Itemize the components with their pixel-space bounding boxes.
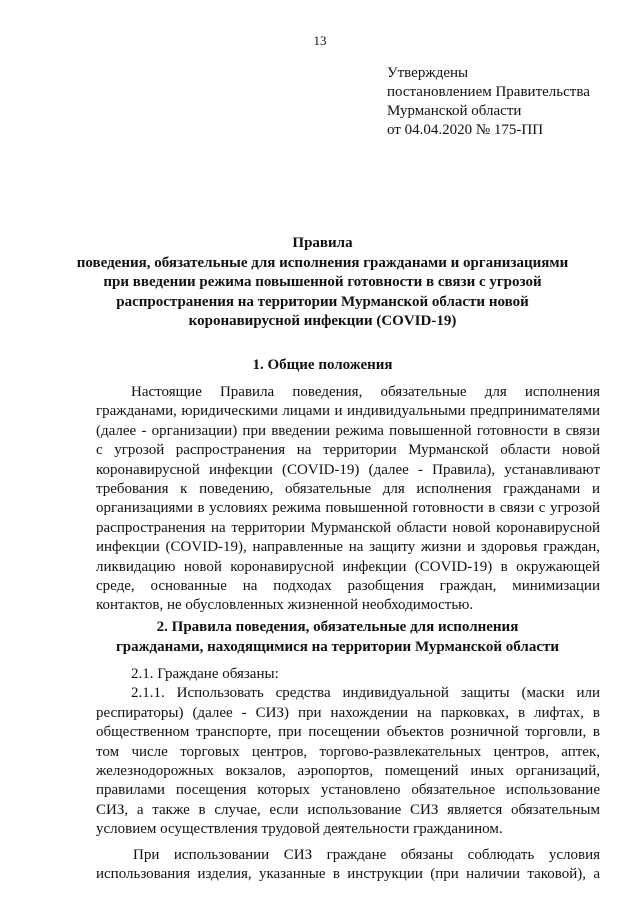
paragraph-line: СИЗ, а также в случае, если использование СИЗ является обязательным: [96, 801, 600, 818]
item-2-1: 2.1. Граждане обязаны:: [131, 666, 279, 682]
approval-line: Утверждены: [387, 65, 469, 81]
document-title: [60, 234, 585, 332]
paragraph-line: железнодорожных вокзалов, аэропортов, помещений иных организаций,: [96, 763, 600, 780]
title-line: Правила: [292, 235, 353, 251]
paragraph-line: использования изделия, указанные в инструкции (при наличии таковой), а: [96, 866, 600, 883]
paragraph-line: (далее - организации) при введении режима повышенной готовности в связи: [96, 422, 600, 439]
title-line: при введении режима повышенной готовности в связи с угрозой: [103, 274, 542, 290]
paragraph-line: среде, основанные на подходах разобщения граждан, минимизации: [96, 578, 600, 595]
section-2-heading: [75, 618, 600, 657]
paragraph-line: При использовании СИЗ граждане обязаны соблюдать условия: [133, 846, 600, 863]
section-1-paragraph: [96, 383, 600, 616]
section-1-heading: [60, 356, 585, 376]
paragraph-line: условием осуществления трудовой деятельности гражданином.: [96, 821, 503, 838]
paragraph-line: Настоящие Правила поведения, обязательные для исполнения: [131, 384, 600, 400]
heading-line: 2. Правила поведения, обязательные для исполнения: [156, 619, 519, 635]
section-2-body: [96, 665, 600, 884]
paragraph-line: ликвидацию новой коронавирусной инфекции (COVID-19) в окружающей: [96, 558, 600, 575]
paragraph-line: организациями в условиях режима повышенной готовности в связи с угрозой: [96, 500, 600, 517]
paragraph-line: гражданами, юридическими лицами и индивидуальными предпринимателями: [96, 403, 600, 420]
paragraph-line: контактов, не обусловленных жизненной необходимостью.: [96, 597, 474, 614]
section-1-heading-text: 1. Общие положения: [252, 357, 393, 373]
page-number: 13: [313, 33, 327, 48]
title-line: коронавирусной инфекции (COVID-19): [188, 313, 457, 329]
paragraph-line: том числе торговых центров, торгово-развлекательных центров, аптек,: [96, 743, 600, 760]
paragraph-line: общественном транспорте, при посещении объектов розничной торговли, в: [96, 724, 600, 741]
paragraph-line: коронавирусной инфекции (COVID-19) (далее - Правила), устанавливают: [96, 461, 600, 478]
heading-line: гражданами, находящимися на территории Мурманской области: [116, 638, 559, 655]
paragraph-line: требования к поведению, обязательные для исполнения гражданами и: [96, 481, 600, 498]
approval-line: Мурманской области: [387, 103, 522, 119]
paragraph-line: с угрозой распространения на территории Мурманской области новой: [96, 442, 600, 459]
approval-stamp: [387, 64, 590, 140]
paragraph-line: респираторы) (далее - СИЗ) при нахождении на парковках, в лифтах, в: [96, 704, 600, 721]
title-line: поведения, обязательные для исполнения гражданами и организациями: [76, 254, 569, 271]
title-line: распространения на территории Мурманской области новой: [116, 293, 529, 310]
paragraph-line: 2.1.1. Использовать средства индивидуальной защиты (маски или: [131, 685, 600, 702]
paragraph-line: распространения на территории Мурманской области новой коронавирусной: [96, 519, 600, 536]
paragraph-line: правилами посещения которых установлено обязательное использование: [96, 782, 600, 799]
paragraph-line: инфекции (COVID-19), направленные на защиту жизни и здоровья граждан,: [96, 539, 600, 556]
approval-line: постановлением Правительства: [387, 84, 590, 100]
approval-line: от 04.04.2020 № 175-ПП: [387, 122, 544, 138]
